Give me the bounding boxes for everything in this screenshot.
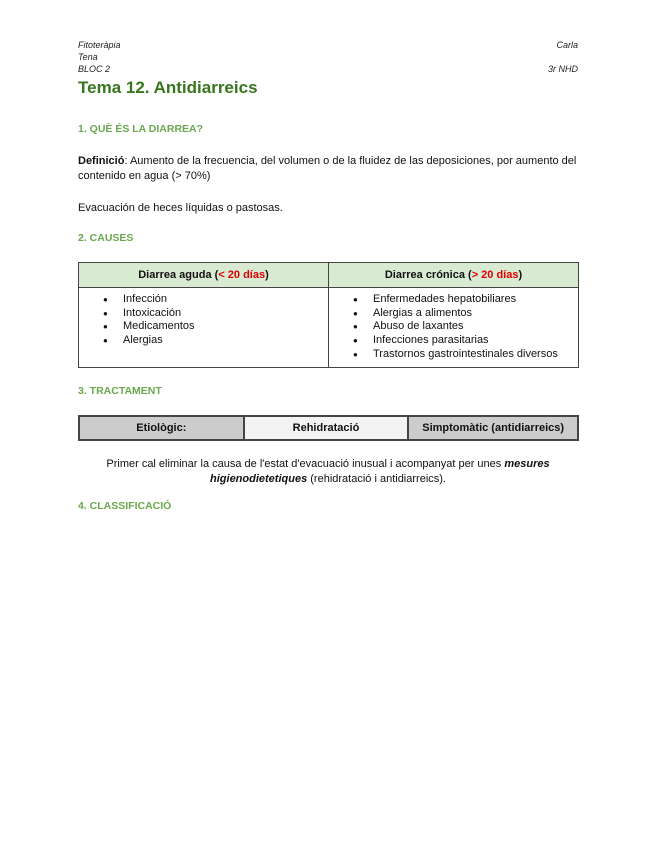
header-author-name: Carla [556, 40, 578, 50]
header-subject: Fitoteràpia [78, 40, 121, 50]
list-item: ● Intoxicación [103, 307, 320, 321]
chronic-causes-list [353, 293, 570, 362]
treatment-etiologic: Etiològic: [79, 416, 244, 440]
acute-duration: < 20 días [218, 269, 266, 281]
list-item: ● Alergias a alimentos [353, 307, 570, 321]
hygiene-measures-emphasis: mesures higienodietetiques [210, 458, 550, 485]
header-course: 3r NHD [547, 64, 578, 74]
header-left [78, 39, 121, 75]
page-title: Tema 12. Antidiarreics [78, 78, 258, 97]
list-item: ● Alergias [103, 334, 320, 348]
section-4-heading: 4. CLASSIFICACIÓ [78, 500, 172, 512]
section-3-heading: 3. TRACTAMENT [78, 385, 162, 397]
acute-causes-cell [79, 288, 329, 368]
chronic-duration: > 20 días [471, 269, 519, 281]
causes-table [78, 262, 579, 368]
evacuation-paragraph: Evacuación de heces líquidas o pastosas. [78, 202, 283, 214]
treatment-paragraph: Primer cal eliminar la causa de l'estat d'evacuació inusual i acompanyat per unes mesures higienodietetiques (rehidratació i antidiarreics). [106, 458, 550, 485]
treatment-table [78, 415, 579, 441]
header-author-surname: Tena [78, 52, 98, 62]
list-item: ● Infección [103, 293, 320, 307]
acute-causes-list [103, 293, 320, 348]
header-right [548, 39, 578, 75]
definition-label: Definició [78, 155, 125, 167]
section-1-heading: 1. QUÈ ÉS LA DIARREA? [78, 123, 204, 135]
definition-paragraph [78, 154, 578, 184]
chronic-diarrhea-header: Diarrea crónica (> 20 días) [329, 263, 579, 288]
definition-text: : Aumento de la frecuencia, del volumen o de la fluidez de las deposiciones, por aumento del contenido en agua (> 70%) [78, 155, 577, 182]
chronic-causes-cell [329, 288, 579, 368]
list-item: ● Trastornos gastrointestinales diversos [353, 348, 570, 362]
list-item: ● Enfermedades hepatobiliares [353, 293, 570, 307]
list-item: ● Infecciones parasitarias [353, 334, 570, 348]
treatment-symptomatic: Simptomàtic (antidiarreics) [408, 416, 578, 440]
acute-diarrhea-header: Diarrea aguda (< 20 días) [79, 263, 329, 288]
treatment-rehydration: Rehidratació [244, 416, 409, 440]
list-item: ● Medicamentos [103, 320, 320, 334]
list-item: ● Abuso de laxantes [353, 320, 570, 334]
header-block: BLOC 2 [78, 64, 111, 74]
section-2-heading: 2. CAUSES [78, 232, 134, 244]
